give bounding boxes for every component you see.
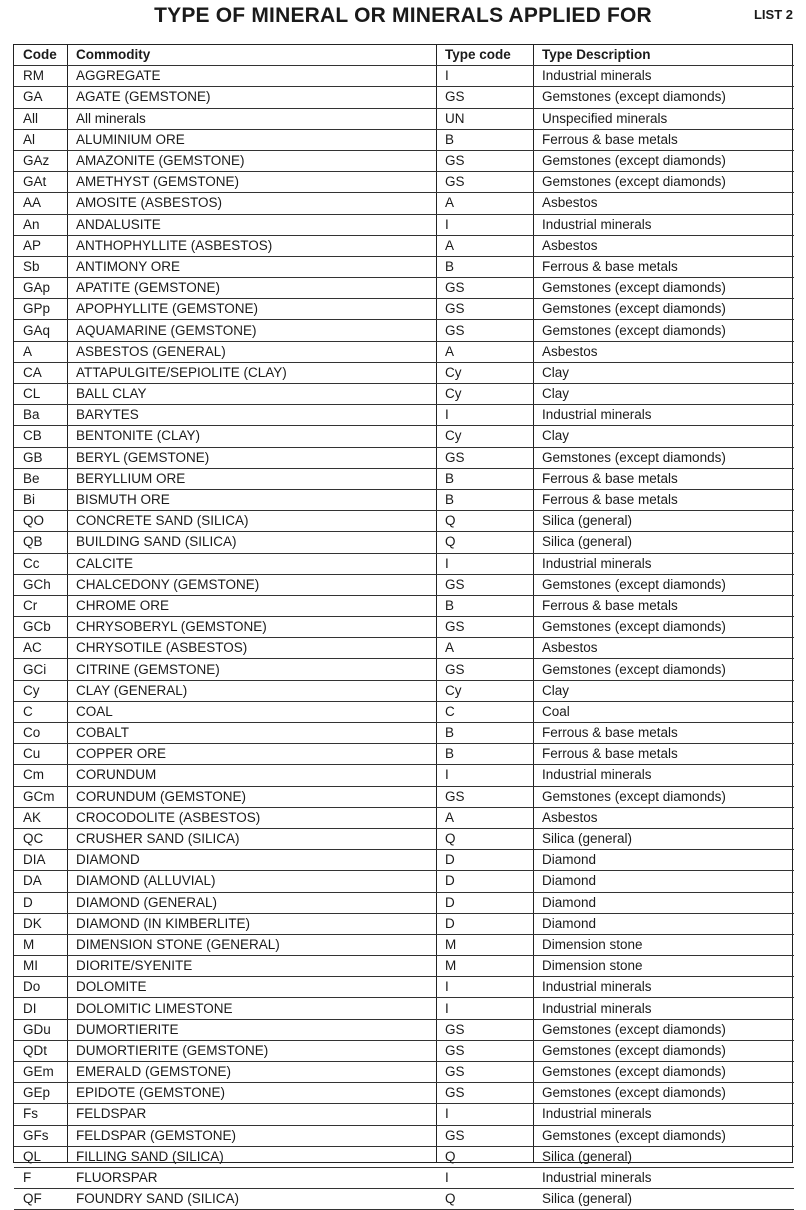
cell-type-description: Gemstones (except diamonds)	[533, 574, 794, 595]
cell-type-description: Gemstones (except diamonds)	[533, 150, 794, 171]
cell-type-description: Ferrous & base metals	[533, 744, 794, 765]
table-row	[14, 235, 794, 256]
cell-commodity: FELDSPAR (GEMSTONE)	[67, 1125, 436, 1146]
cell-commodity: BARYTES	[67, 405, 436, 426]
cell-type-code: I	[436, 553, 533, 574]
cell-type-description: Industrial minerals	[533, 977, 794, 998]
table-row	[14, 1019, 794, 1040]
cell-type-code: Q	[436, 511, 533, 532]
cell-commodity: AGGREGATE	[67, 66, 436, 87]
cell-code: An	[14, 214, 67, 235]
cell-type-description: Silica (general)	[533, 1146, 794, 1167]
cell-commodity: APATITE (GEMSTONE)	[67, 278, 436, 299]
cell-type-description: Ferrous & base metals	[533, 595, 794, 616]
cell-type-description: Industrial minerals	[533, 998, 794, 1019]
cell-type-code: Q	[436, 1146, 533, 1167]
cell-type-description: Diamond	[533, 913, 794, 934]
table-row	[14, 193, 794, 214]
cell-code: GCb	[14, 617, 67, 638]
cell-type-description: Dimension stone	[533, 934, 794, 955]
cell-code: CB	[14, 426, 67, 447]
cell-type-code: I	[436, 998, 533, 1019]
cell-code: MI	[14, 956, 67, 977]
cell-type-code: GS	[436, 87, 533, 108]
cell-code: Bi	[14, 489, 67, 510]
cell-type-description: Gemstones (except diamonds)	[533, 659, 794, 680]
table-row	[14, 638, 794, 659]
table-row	[14, 574, 794, 595]
cell-type-description: Unspecified minerals	[533, 108, 794, 129]
cell-type-code: GS	[436, 299, 533, 320]
cell-type-description: Gemstones (except diamonds)	[533, 299, 794, 320]
table-row	[14, 977, 794, 998]
cell-type-description: Gemstones (except diamonds)	[533, 1083, 794, 1104]
table-row	[14, 129, 794, 150]
cell-commodity: BERYL (GEMSTONE)	[67, 447, 436, 468]
cell-type-description: Silica (general)	[533, 511, 794, 532]
cell-commodity: CLAY (GENERAL)	[67, 680, 436, 701]
cell-type-description: Silica (general)	[533, 1189, 794, 1210]
header-commodity: Commodity	[67, 45, 436, 66]
cell-commodity: CHRYSOTILE (ASBESTOS)	[67, 638, 436, 659]
cell-code: AP	[14, 235, 67, 256]
cell-commodity: EMERALD (GEMSTONE)	[67, 1062, 436, 1083]
cell-code: Be	[14, 468, 67, 489]
table-row	[14, 150, 794, 171]
cell-code: Co	[14, 723, 67, 744]
cell-type-description: Silica (general)	[533, 532, 794, 553]
cell-commodity: CRUSHER SAND (SILICA)	[67, 828, 436, 849]
cell-type-description: Gemstones (except diamonds)	[533, 1062, 794, 1083]
cell-commodity: ANTHOPHYLLITE (ASBESTOS)	[67, 235, 436, 256]
cell-commodity: DIAMOND (IN KIMBERLITE)	[67, 913, 436, 934]
cell-commodity: All minerals	[67, 108, 436, 129]
cell-type-code: I	[436, 1104, 533, 1125]
cell-commodity: AQUAMARINE (GEMSTONE)	[67, 320, 436, 341]
table-row	[14, 934, 794, 955]
cell-type-description: Industrial minerals	[533, 405, 794, 426]
cell-code: QF	[14, 1189, 67, 1210]
cell-type-code: B	[436, 468, 533, 489]
table-row	[14, 998, 794, 1019]
table-row	[14, 172, 794, 193]
cell-code: Cr	[14, 595, 67, 616]
cell-code: AK	[14, 807, 67, 828]
cell-type-description: Clay	[533, 384, 794, 405]
table-header-row	[14, 45, 794, 66]
cell-type-code: D	[436, 850, 533, 871]
cell-type-description: Asbestos	[533, 235, 794, 256]
cell-code: F	[14, 1167, 67, 1188]
cell-code: D	[14, 892, 67, 913]
cell-commodity: BERYLLIUM ORE	[67, 468, 436, 489]
cell-commodity: COAL	[67, 701, 436, 722]
table-row	[14, 1104, 794, 1125]
cell-code: DA	[14, 871, 67, 892]
table-row	[14, 278, 794, 299]
cell-code: QDt	[14, 1040, 67, 1061]
table-row	[14, 1083, 794, 1104]
cell-code: GPp	[14, 299, 67, 320]
cell-commodity: DUMORTIERITE (GEMSTONE)	[67, 1040, 436, 1061]
cell-type-code: Cy	[436, 680, 533, 701]
cell-code: Ba	[14, 405, 67, 426]
cell-type-description: Ferrous & base metals	[533, 256, 794, 277]
cell-commodity: APOPHYLLITE (GEMSTONE)	[67, 299, 436, 320]
cell-code: GAz	[14, 150, 67, 171]
minerals-table	[14, 45, 794, 1210]
cell-code: Sb	[14, 256, 67, 277]
cell-code: GB	[14, 447, 67, 468]
table-row	[14, 108, 794, 129]
cell-code: CL	[14, 384, 67, 405]
cell-type-description: Ferrous & base metals	[533, 468, 794, 489]
table-row	[14, 468, 794, 489]
table-row	[14, 828, 794, 849]
table-row	[14, 1189, 794, 1210]
table-row	[14, 617, 794, 638]
cell-commodity: DIMENSION STONE (GENERAL)	[67, 934, 436, 955]
cell-commodity: CHROME ORE	[67, 595, 436, 616]
cell-code: QB	[14, 532, 67, 553]
cell-commodity: FELDSPAR	[67, 1104, 436, 1125]
table-row	[14, 489, 794, 510]
table-row	[14, 384, 794, 405]
cell-commodity: CORUNDUM	[67, 765, 436, 786]
cell-code: GAp	[14, 278, 67, 299]
table-row	[14, 1125, 794, 1146]
cell-type-code: GS	[436, 1125, 533, 1146]
cell-commodity: FLUORSPAR	[67, 1167, 436, 1188]
cell-type-code: Cy	[436, 426, 533, 447]
list-label: LIST 2	[753, 7, 793, 22]
cell-type-code: B	[436, 129, 533, 150]
header-type-code: Type code	[436, 45, 533, 66]
cell-commodity: ANDALUSITE	[67, 214, 436, 235]
cell-type-code: A	[436, 638, 533, 659]
cell-code: QC	[14, 828, 67, 849]
cell-commodity: FILLING SAND (SILICA)	[67, 1146, 436, 1167]
cell-code: GCh	[14, 574, 67, 595]
cell-type-description: Asbestos	[533, 341, 794, 362]
cell-type-description: Gemstones (except diamonds)	[533, 617, 794, 638]
cell-code: RM	[14, 66, 67, 87]
cell-type-description: Ferrous & base metals	[533, 489, 794, 510]
cell-code: DI	[14, 998, 67, 1019]
cell-code: QO	[14, 511, 67, 532]
cell-type-code: Q	[436, 1189, 533, 1210]
table-row	[14, 786, 794, 807]
cell-type-code: I	[436, 214, 533, 235]
table-row	[14, 66, 794, 87]
cell-type-code: C	[436, 701, 533, 722]
cell-code: Cu	[14, 744, 67, 765]
cell-commodity: DIAMOND (GENERAL)	[67, 892, 436, 913]
cell-type-code: A	[436, 235, 533, 256]
table-row	[14, 256, 794, 277]
cell-commodity: AGATE (GEMSTONE)	[67, 87, 436, 108]
cell-type-code: D	[436, 892, 533, 913]
cell-code: AC	[14, 638, 67, 659]
cell-commodity: ATTAPULGITE/SEPIOLITE (CLAY)	[67, 362, 436, 383]
table-row	[14, 723, 794, 744]
cell-commodity: ASBESTOS (GENERAL)	[67, 341, 436, 362]
cell-type-description: Clay	[533, 426, 794, 447]
cell-code: GEm	[14, 1062, 67, 1083]
table-row	[14, 913, 794, 934]
cell-code: C	[14, 701, 67, 722]
cell-type-code: GS	[436, 320, 533, 341]
cell-commodity: CORUNDUM (GEMSTONE)	[67, 786, 436, 807]
cell-code: Do	[14, 977, 67, 998]
cell-type-code: UN	[436, 108, 533, 129]
cell-type-code: I	[436, 66, 533, 87]
table-row	[14, 426, 794, 447]
cell-type-code: B	[436, 256, 533, 277]
cell-type-code: GS	[436, 278, 533, 299]
cell-commodity: AMETHYST (GEMSTONE)	[67, 172, 436, 193]
cell-commodity: DIAMOND	[67, 850, 436, 871]
cell-commodity: AMAZONITE (GEMSTONE)	[67, 150, 436, 171]
cell-commodity: BENTONITE (CLAY)	[67, 426, 436, 447]
cell-type-code: Q	[436, 828, 533, 849]
cell-type-code: M	[436, 934, 533, 955]
cell-type-code: I	[436, 1167, 533, 1188]
cell-code: Cc	[14, 553, 67, 574]
table-row	[14, 405, 794, 426]
cell-commodity: ANTIMONY ORE	[67, 256, 436, 277]
cell-type-description: Gemstones (except diamonds)	[533, 1019, 794, 1040]
cell-commodity: CONCRETE SAND (SILICA)	[67, 511, 436, 532]
cell-type-code: D	[436, 871, 533, 892]
cell-type-description: Clay	[533, 680, 794, 701]
table-row	[14, 850, 794, 871]
cell-code: GDu	[14, 1019, 67, 1040]
cell-type-code: B	[436, 744, 533, 765]
table-row	[14, 871, 794, 892]
header-code: Code	[14, 45, 67, 66]
cell-type-code: GS	[436, 447, 533, 468]
table-row	[14, 595, 794, 616]
table-row	[14, 1062, 794, 1083]
cell-type-description: Industrial minerals	[533, 1167, 794, 1188]
cell-commodity: DUMORTIERITE	[67, 1019, 436, 1040]
cell-commodity: CITRINE (GEMSTONE)	[67, 659, 436, 680]
cell-type-code: GS	[436, 1083, 533, 1104]
cell-type-description: Gemstones (except diamonds)	[533, 320, 794, 341]
cell-type-code: A	[436, 193, 533, 214]
cell-commodity: DIORITE/SYENITE	[67, 956, 436, 977]
cell-type-code: I	[436, 765, 533, 786]
cell-commodity: CHRYSOBERYL (GEMSTONE)	[67, 617, 436, 638]
cell-type-description: Asbestos	[533, 193, 794, 214]
cell-type-description: Gemstones (except diamonds)	[533, 87, 794, 108]
table-row	[14, 659, 794, 680]
cell-type-description: Diamond	[533, 871, 794, 892]
cell-type-code: GS	[436, 1019, 533, 1040]
cell-type-description: Ferrous & base metals	[533, 723, 794, 744]
cell-code: Cm	[14, 765, 67, 786]
cell-type-code: I	[436, 977, 533, 998]
header-type-description: Type Description	[533, 45, 794, 66]
cell-type-code: GS	[436, 786, 533, 807]
cell-type-code: GS	[436, 617, 533, 638]
cell-commodity: FOUNDRY SAND (SILICA)	[67, 1189, 436, 1210]
table-row	[14, 362, 794, 383]
table-row	[14, 87, 794, 108]
table-row	[14, 214, 794, 235]
cell-type-description: Asbestos	[533, 638, 794, 659]
cell-type-description: Gemstones (except diamonds)	[533, 1040, 794, 1061]
cell-type-description: Dimension stone	[533, 956, 794, 977]
cell-type-description: Asbestos	[533, 807, 794, 828]
cell-type-description: Diamond	[533, 892, 794, 913]
cell-commodity: DOLOMITIC LIMESTONE	[67, 998, 436, 1019]
cell-type-code: GS	[436, 659, 533, 680]
cell-type-code: GS	[436, 1062, 533, 1083]
cell-type-description: Gemstones (except diamonds)	[533, 1125, 794, 1146]
table-row	[14, 553, 794, 574]
table-row	[14, 320, 794, 341]
cell-commodity: BALL CLAY	[67, 384, 436, 405]
cell-type-description: Industrial minerals	[533, 66, 794, 87]
table-row	[14, 1146, 794, 1167]
cell-type-code: GS	[436, 150, 533, 171]
cell-commodity: CALCITE	[67, 553, 436, 574]
cell-code: CA	[14, 362, 67, 383]
table-row	[14, 1040, 794, 1061]
cell-type-code: B	[436, 595, 533, 616]
table-row	[14, 807, 794, 828]
cell-type-description: Gemstones (except diamonds)	[533, 786, 794, 807]
cell-type-code: GS	[436, 172, 533, 193]
cell-code: DIA	[14, 850, 67, 871]
table-row	[14, 744, 794, 765]
table-row	[14, 532, 794, 553]
cell-code: GA	[14, 87, 67, 108]
table-row	[14, 680, 794, 701]
cell-type-code: A	[436, 807, 533, 828]
cell-commodity: ALUMINIUM ORE	[67, 129, 436, 150]
cell-type-description: Silica (general)	[533, 828, 794, 849]
cell-commodity: BISMUTH ORE	[67, 489, 436, 510]
table-row	[14, 892, 794, 913]
cell-type-description: Diamond	[533, 850, 794, 871]
cell-type-code: M	[436, 956, 533, 977]
cell-type-description: Gemstones (except diamonds)	[533, 172, 794, 193]
cell-code: QL	[14, 1146, 67, 1167]
cell-code: GCm	[14, 786, 67, 807]
cell-code: M	[14, 934, 67, 955]
cell-type-code: Q	[436, 532, 533, 553]
cell-type-code: Cy	[436, 362, 533, 383]
cell-type-code: B	[436, 489, 533, 510]
cell-commodity: CROCODOLITE (ASBESTOS)	[67, 807, 436, 828]
cell-type-code: D	[436, 913, 533, 934]
cell-code: All	[14, 108, 67, 129]
cell-code: A	[14, 341, 67, 362]
cell-code: GAq	[14, 320, 67, 341]
cell-commodity: BUILDING SAND (SILICA)	[67, 532, 436, 553]
cell-code: GCi	[14, 659, 67, 680]
cell-commodity: CHALCEDONY (GEMSTONE)	[67, 574, 436, 595]
cell-type-code: Cy	[436, 384, 533, 405]
table-row	[14, 447, 794, 468]
cell-code: AA	[14, 193, 67, 214]
cell-code: GAt	[14, 172, 67, 193]
table-row	[14, 956, 794, 977]
cell-type-description: Industrial minerals	[533, 214, 794, 235]
cell-type-code: GS	[436, 574, 533, 595]
cell-type-code: GS	[436, 1040, 533, 1061]
cell-code: GEp	[14, 1083, 67, 1104]
cell-type-description: Industrial minerals	[533, 765, 794, 786]
table-row	[14, 1167, 794, 1188]
cell-commodity: COBALT	[67, 723, 436, 744]
table-row	[14, 299, 794, 320]
cell-code: GFs	[14, 1125, 67, 1146]
cell-type-code: B	[436, 723, 533, 744]
cell-type-description: Clay	[533, 362, 794, 383]
cell-type-description: Ferrous & base metals	[533, 129, 794, 150]
cell-type-description: Gemstones (except diamonds)	[533, 447, 794, 468]
cell-type-code: I	[436, 405, 533, 426]
cell-type-description: Industrial minerals	[533, 1104, 794, 1125]
cell-commodity: COPPER ORE	[67, 744, 436, 765]
cell-code: DK	[14, 913, 67, 934]
minerals-table-container	[13, 44, 793, 1207]
cell-commodity: AMOSITE (ASBESTOS)	[67, 193, 436, 214]
table-row	[14, 701, 794, 722]
table-row	[14, 341, 794, 362]
cell-code: Fs	[14, 1104, 67, 1125]
table-row	[14, 765, 794, 786]
cell-code: Al	[14, 129, 67, 150]
cell-code: Cy	[14, 680, 67, 701]
page-title: TYPE OF MINERAL OR MINERALS APPLIED FOR	[154, 4, 652, 27]
cell-type-description: Industrial minerals	[533, 553, 794, 574]
cell-type-description: Coal	[533, 701, 794, 722]
cell-commodity: DOLOMITE	[67, 977, 436, 998]
cell-type-description: Gemstones (except diamonds)	[533, 278, 794, 299]
cell-type-code: A	[436, 341, 533, 362]
cell-commodity: DIAMOND (ALLUVIAL)	[67, 871, 436, 892]
table-row	[14, 511, 794, 532]
cell-commodity: EPIDOTE (GEMSTONE)	[67, 1083, 436, 1104]
